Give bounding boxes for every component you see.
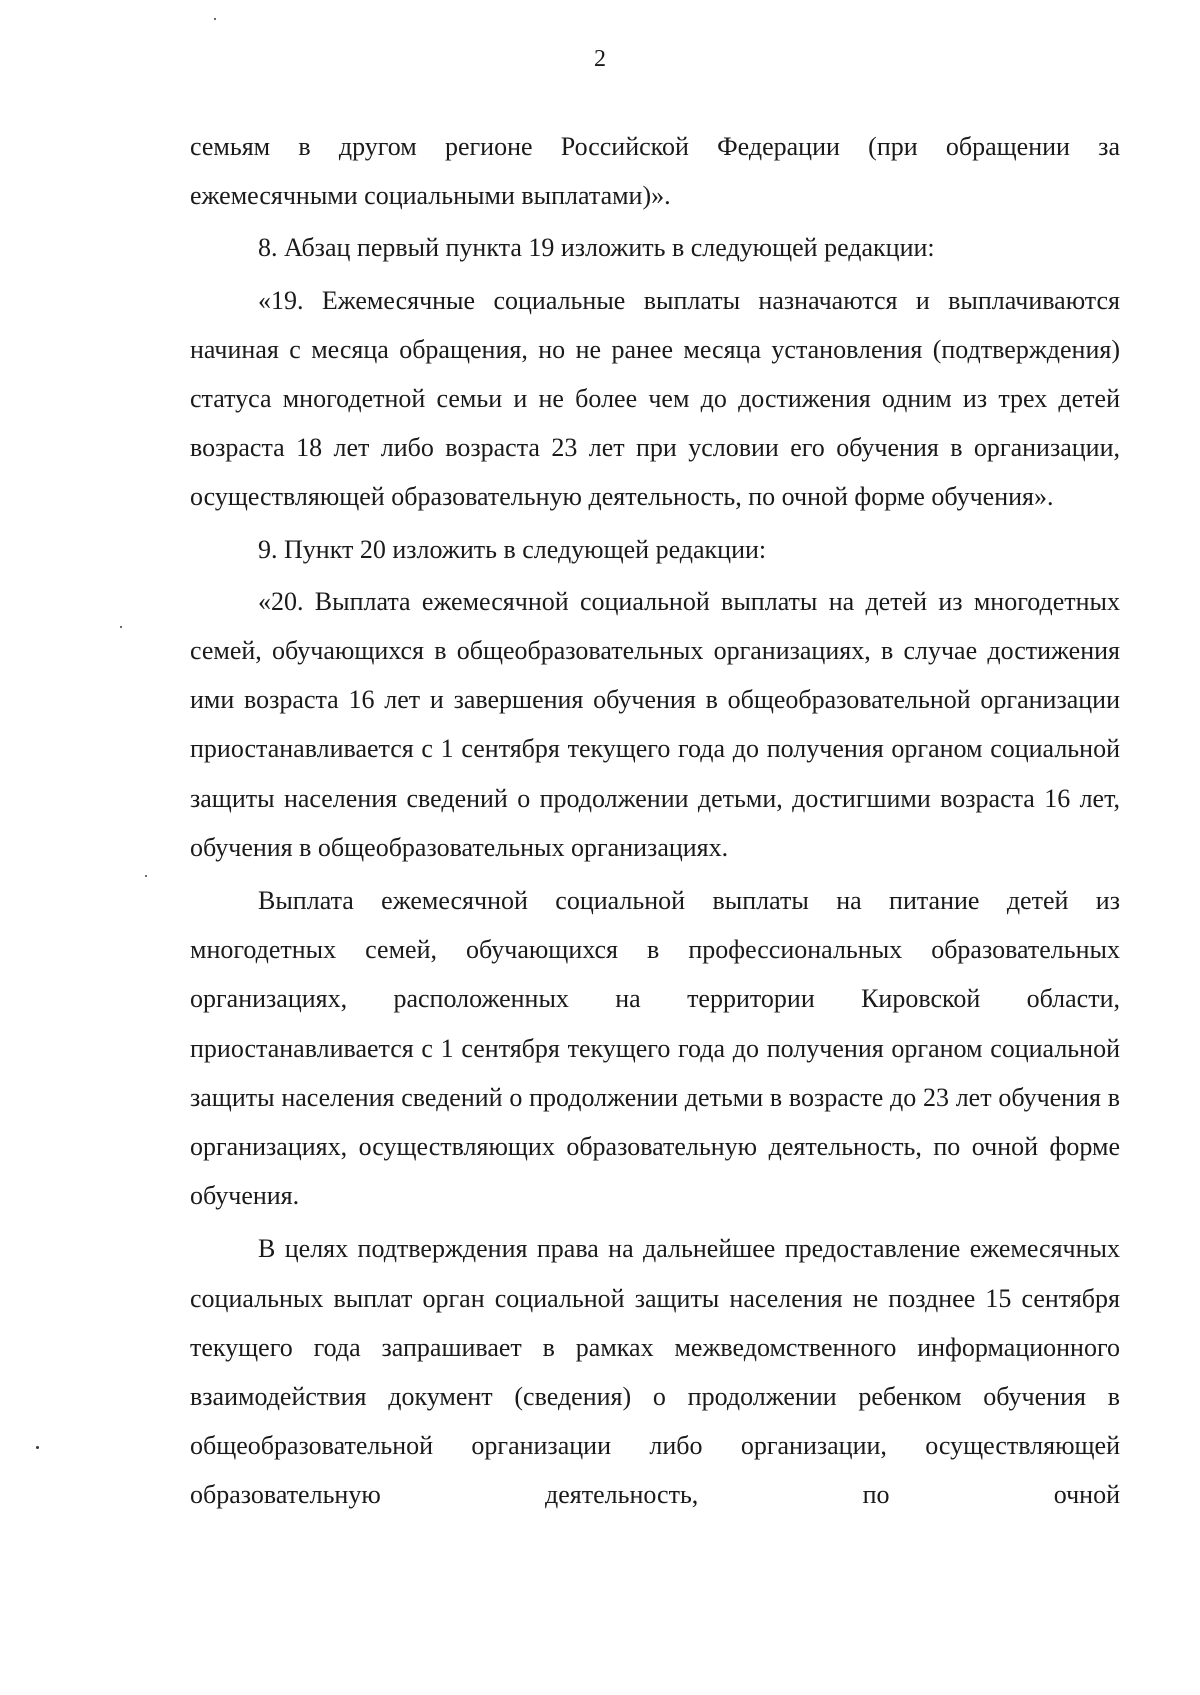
scan-speck — [120, 626, 122, 628]
paragraph-confirmation: В целях подтверждения права на дальнейшее предоставление ежемесячных социальных выплат орган социальной защиты населения не позднее 15 сентября текущего года запрашивает в рамках межведомственного информационного взаимодействия документ (сведения) о продолжении ребенком обучения в общеобразовательной организации либо организации, осуществляющей образовательную деятельность, по очной — [190, 1234, 1120, 1510]
scan-speck — [145, 875, 147, 877]
scan-speck — [214, 18, 216, 20]
page-number: 2 — [594, 46, 606, 72]
scan-speck — [36, 1446, 39, 1449]
document-body — [190, 122, 1120, 1520]
paragraph-payment-suspension: Выплата ежемесячной социальной выплаты на питание детей из многодетных семей, обучающихся в профессиональных образовательных организациях, расположенных на территории Кировской области, приостанавливается с 1 сентября текущего года до получения органом социальной защиты населения сведений о продолжении детьми в возрасте до 23 лет обучения в организациях, осуществляющих образовательную деятельность, по очной форме обучения. — [190, 886, 1120, 1211]
paragraph-quote-20: «20. Выплата ежемесячной социальной выплаты на детей из многодетных семей, обучающихся в общеобразовательных организациях, в случае достижения ими возраста 16 лет и завершения обучения в общеобразовательной организации приостанавливается с 1 сентября текущего года до получения органом социальной защиты населения сведений о продолжении детьми, достигшими возраста 16 лет, обучения в общеобразовательных организациях. — [190, 586, 1120, 862]
paragraph-continuation: семьям в другом регионе Российской Федерации (при обращении за ежемесячными социальными выплатами)». — [190, 132, 1120, 211]
paragraph-item-9: 9. Пункт 20 изложить в следующей редакции: — [258, 534, 767, 564]
paragraph-quote-19: «19. Ежемесячные социальные выплаты назначаются и выплачиваются начиная с месяца обращения, но не ранее месяца установления (подтверждения) статуса многодетной семьи и не более чем до достижения одним из трех детей возраста 18 лет либо возраста 23 лет при условии его обучения в организации, осуществляющей образовательную деятельность, по очной форме обучения». — [190, 285, 1120, 512]
paragraph-item-8: 8. Абзац первый пункта 19 изложить в следующей редакции: — [258, 233, 935, 263]
